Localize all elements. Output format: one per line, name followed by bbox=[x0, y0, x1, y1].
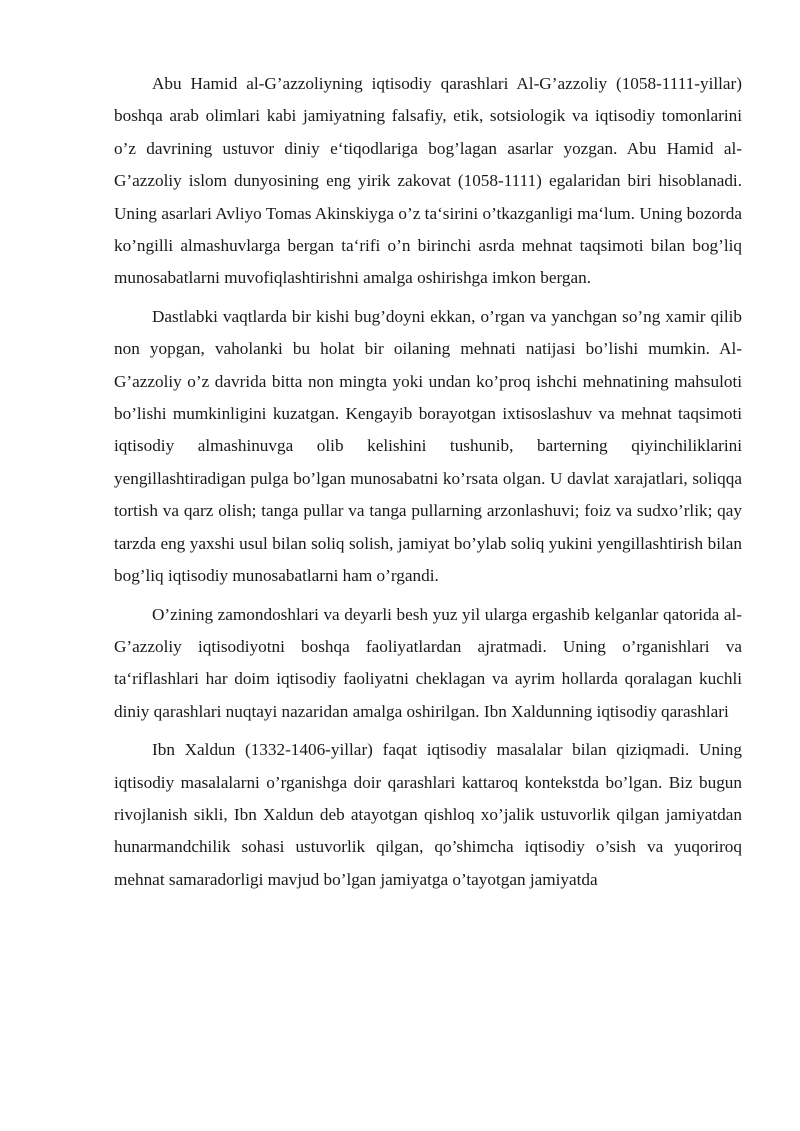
paragraph-religious-views: O’zining zamondoshlari va deyarli besh yuz yil ularga ergashib kelganlar qatorida al-G’azzoliy iqtisodiyotni boshqa faoliyatlardan ajratmadi. Uning o’rganishlari va ta‘riflashlari har doim iqtisodiy faoliyatni cheklagan va ayrim hollarda qoralagan kuchli diniy qarashlari nuqtayi nazaridan amalga oshirilgan. Ibn Xaldunning iqtisodiy qarashlari bbox=[114, 604, 742, 721]
paragraph-al-gazzoliy-intro: Abu Hamid al-G’azzoliyning iqtisodiy qarashlari Al-G’azzoliy (1058-1111-yillar) boshqa arab olimlari kabi jamiyatning falsafiy, etik, sotsiologik va iqtisodiy tomonlarini o’z davrining ustuvor diniy e‘tiqodlariga bog’lagan asarlar yozgan. Abu Hamid al-G’azzoliy islom dunyosining eng yirik zakovat (1058-1111) egalaridan biri hisoblanadi. Uning asarlari Avliyo Tomas Akinskiyga o’z ta‘sirini o’tkazganligi ma‘lum. Uning bozorda ko’ngilli almashuvlarga bergan ta‘rifi o’n birinchi asrda mehnat taqsimoti bilan bog’liq munosabatlarni muvofiqlashtirishni amalga oshirishga imkon bergan. bbox=[114, 74, 742, 288]
paragraph-division-of-labor: Dastlabki vaqtlarda bir kishi bug’doyni ekkan, o’rgan va yanchgan so’ng xamir qilib non yopgan, vaholanki bu holat bir oilaning mehnati natijasi bo’lishi mumkin. Al-G’azzoliy o’z davrida bitta non mingta yoki undan ko’proq ishchi mehnatining mahsuloti bo’lishi mumkinligini kuzatgan. Kengayib borayotgan ixtisoslashuv va mehnat taqsimoti iqtisodiy almashinuvga olib kelishini tushunib, barterning qiyinchiliklarini yengillashtiradigan pulga bo’lgan munosabatni ko’rsata olgan. U davlat xarajatlari, soliqqa tortish va qarz olish; tanga pullar va tanga pullarning arzonlashuvi; foiz va sudxo’rlik; qay tarzda eng yaxshi usul bilan soliq solish, jamiyat bo’ylab soliq yukini yengillashtirish bilan bog’liq iqtisodiy munosabatlarni ham o’rgandi. bbox=[114, 306, 742, 586]
paragraph-ibn-xaldun: Ibn Xaldun (1332-1406-yillar) faqat iqtisodiy masalalar bilan qiziqmadi. Uning iqtisodiy masalalarni o’rganishga doir qarashlari kattaroq kontekstda bo’lgan. Biz bugun rivojlanish sikli, Ibn Xaldun deb atayotgan qishloq xo’jalik ustuvorlik qilgan jamiyatdan hunarmandchilik sohasi ustuvorlik qilgan, qo’shimcha iqtisodiy o’sish va yuqoriroq mehnat samaradorligi mavjud bo’lgan jamiyatga o’tayotgan jamiyatda bbox=[114, 740, 742, 889]
document-body bbox=[114, 68, 742, 902]
